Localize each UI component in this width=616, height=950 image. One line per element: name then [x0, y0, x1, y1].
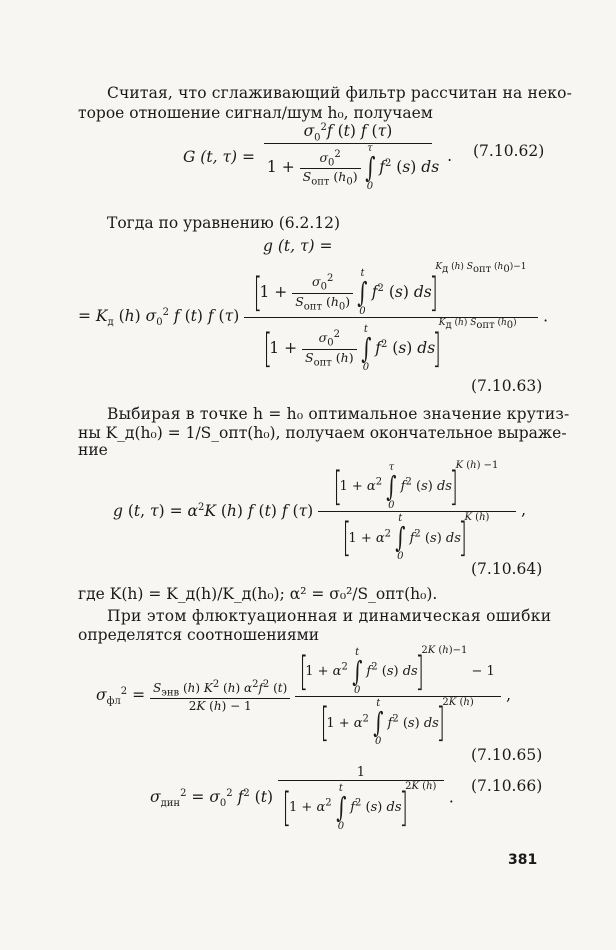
paragraph-line: При этом флюктуационная и динамическая ошибки: [107, 607, 552, 625]
page-number: 381: [508, 852, 538, 868]
equation-7-10-63-lhs: g (t, τ) =: [263, 237, 333, 255]
paragraph-line: определятся соотношениями: [78, 626, 320, 644]
equation-7-10-62: G (t, τ) = $\sigma_0^2f$ (t) f (τ) 1 + $\frac{\sigma_0^2}{S_{опт} (h_0)}$ τ ∫ 0 $f^2$ (s) ds .: [183, 122, 453, 193]
equation-number: (7.10.63): [471, 377, 543, 395]
equation-7-10-65: $\sigma_{фл}^2$ = $\frac{S_{энв} (h) K^2 (h) \alpha^2f^2 (t)}{2K (h) - 1}$ [$1 + \alpha^2$ t ∫ 0 $f^2$ (s) ds]$^{2K (h)-1}$ − 1 [$1 + \alpha^2$ t ∫ 0 $f^2$ (s) ds]$^{2K (h)}$ ,: [96, 645, 512, 747]
equation-number: (7.10.66): [471, 777, 543, 795]
equation-7-10-66: $\sigma_{дин}^2 = \sigma_0^2$ $f^2$ (t) 1 [$1 + \alpha^2$ t ∫ 0 $f^2$ (s) ds]$^{2K (h)}$ .: [150, 765, 454, 832]
paragraph-line: торое отношение сигнал/шум h₀, получаем: [78, 104, 433, 122]
paragraph-line: Считая, что сглаживающий фильтр рассчитан на неко-: [107, 84, 573, 102]
paragraph-line: Выбирая в точке h = h₀ оптимальное значение крутиз-: [107, 405, 570, 423]
equation-number: (7.10.64): [471, 560, 543, 578]
equation-7-10-64: g (t, $\tau) = \alpha^2K$ (h) f (t) f (τ) [$1 + \alpha^2$ τ ∫ 0 $f^2$ (s) ds]$^{K (h) -1}$ [$1 + \alpha^2$ t ∫ 0 $f^2$ (s) ds]$^{K (h)}$ ,: [113, 460, 527, 562]
equation-number: (7.10.65): [471, 746, 543, 764]
paragraph-line: ние: [78, 441, 108, 459]
paragraph-line: где K(h) = K_д(h)/K_д(h₀); α² = σ₀²/S_опт(h₀).: [78, 585, 438, 603]
paragraph-line: ны K_д(h₀) = 1/S_опт(h₀), получаем окончательное выраже-: [78, 424, 567, 442]
equation-7-10-63: = $K_д$ (h) $\sigma_0^2$ f (t) f (τ) [1 + $\frac{\sigma_0^2}{S_{опт} (h_0)}$ t ∫ 0 $f^2$ (s) ds]$^{K_д (h) S_{опт} (h_0)-1}$ [1 + $\frac{\sigma_0^2}{S_{опт} (h)}$ t ∫ 0 $f^2$ (s) ds]$^{K_д (h) S_{опт} (h_0)}$ .: [78, 262, 549, 373]
equation-number: (7.10.62): [473, 142, 545, 160]
paragraph-line: Тогда по уравнению (6.2.12): [107, 214, 341, 232]
